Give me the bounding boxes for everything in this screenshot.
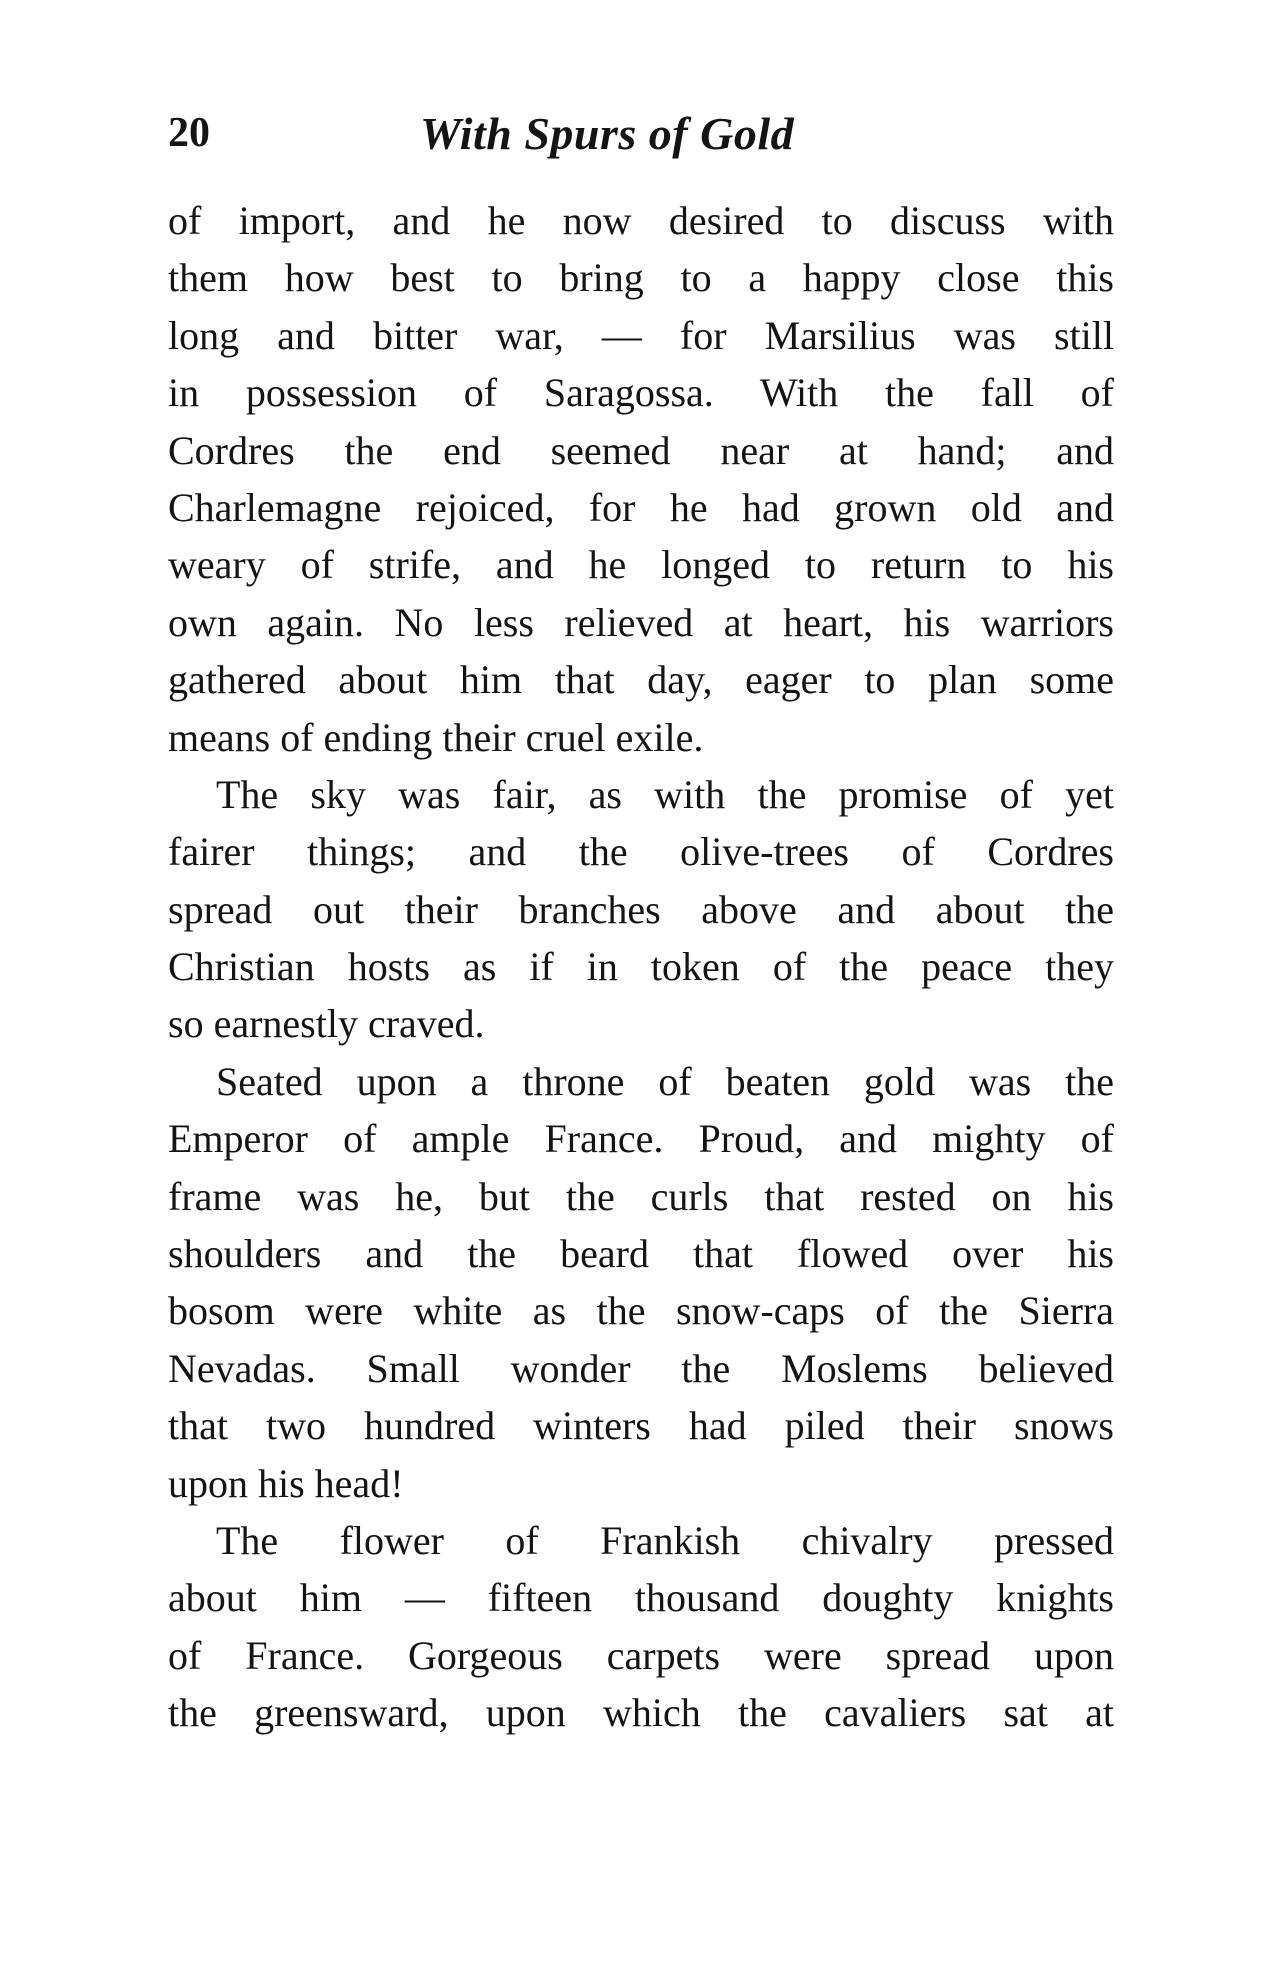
text-line: about him — fifteen thousand doughty knights <box>168 1575 1114 1621</box>
text-line: Charlemagne rejoiced, for he had grown old and <box>168 484 1114 530</box>
text-line: gathered about him that day, eager to plan some <box>168 657 1114 703</box>
text-line: the greensward, upon which the cavaliers sat at <box>168 1690 1114 1736</box>
text-line: spread out their branches above and about the <box>168 886 1114 932</box>
text-line: bosom were white as the snow-caps of the Sierra <box>168 1288 1114 1334</box>
text-line: The sky was fair, as with the promise of yet <box>216 771 1114 817</box>
text-line: in possession of Saragossa. With the fall of <box>168 370 1114 416</box>
text-line: so earnestly craved. <box>168 1001 485 1047</box>
text-line: means of ending their cruel exile. <box>168 714 704 760</box>
body-text <box>168 192 1114 1742</box>
text-line: weary of strife, and he longed to return to his <box>168 542 1114 588</box>
page-number: 20 <box>168 110 210 156</box>
page-header <box>168 100 1114 170</box>
text-line: Emperor of ample France. Proud, and mighty of <box>168 1116 1114 1162</box>
text-line: of import, and he now desired to discuss with <box>168 198 1114 243</box>
text-line: fairer things; and the olive-trees of Cordres <box>168 829 1114 875</box>
text-line: own again. No less relieved at heart, his warriors <box>168 599 1114 645</box>
text-line: Seated upon a throne of beaten gold was the <box>216 1058 1114 1104</box>
text-line: Christian hosts as if in token of the peace they <box>168 944 1114 990</box>
text-line: that two hundred winters had piled their snows <box>168 1403 1114 1449</box>
paragraph-1 <box>168 192 1114 766</box>
text-line: The flower of Frankish chivalry pressed <box>216 1517 1114 1563</box>
text-line: them how best to bring to a happy close this <box>168 255 1114 301</box>
text-line: shoulders and the beard that flowed over his <box>168 1231 1114 1277</box>
paragraph-2 <box>168 766 1114 1053</box>
text-line: long and bitter war, — for Marsilius was still <box>168 312 1114 358</box>
text-line: frame was he, but the curls that rested on his <box>168 1173 1114 1219</box>
text-line: Cordres the end seemed near at hand; and <box>168 427 1114 473</box>
paragraph-3 <box>168 1053 1114 1512</box>
paragraph-4 <box>168 1512 1114 1742</box>
running-title: With Spurs of Gold <box>420 108 795 159</box>
text-line: upon his head! <box>168 1460 404 1506</box>
text-line: of France. Gorgeous carpets were spread upon <box>168 1632 1114 1678</box>
text-line: Nevadas. Small wonder the Moslems believed <box>168 1345 1114 1391</box>
